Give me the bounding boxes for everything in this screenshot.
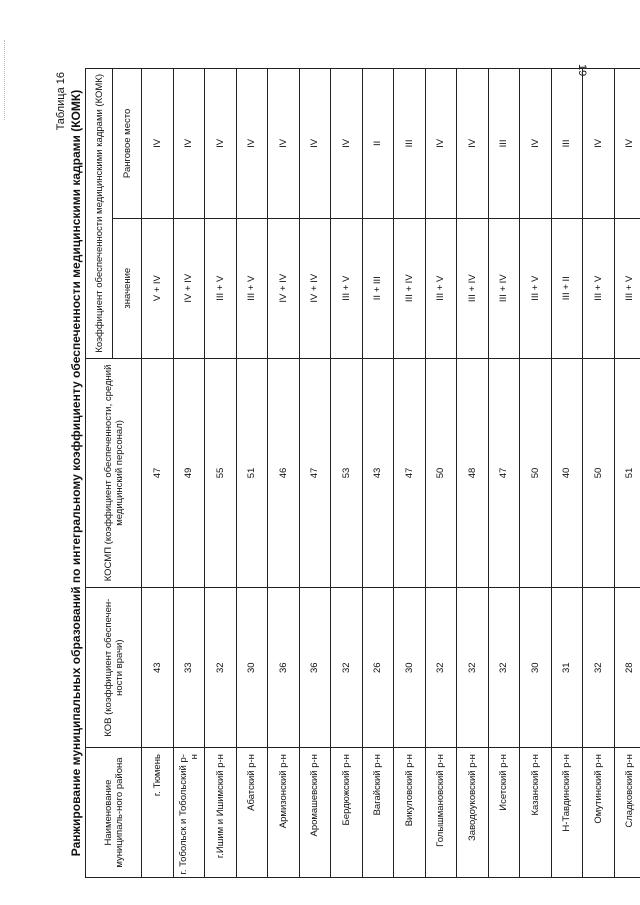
cell-name: Голышмановский р-н — [425, 748, 457, 878]
header-kov: КОВ (коэффициент обеспечен-ности врачи) — [86, 588, 142, 748]
header-rank: Ранговое место — [113, 69, 142, 219]
table-row — [614, 69, 640, 878]
cell-kov: 32 — [331, 588, 363, 748]
cell-name: Омутинский р-н — [583, 748, 615, 878]
cell-rank: IV — [236, 69, 268, 219]
cell-kov: 33 — [173, 588, 205, 748]
cell-rank: IV — [268, 69, 300, 219]
cell-kosmp: 55 — [205, 358, 237, 588]
cell-rank: IV — [142, 69, 174, 219]
cell-kosmp: 51 — [236, 358, 268, 588]
cell-kov: 30 — [236, 588, 268, 748]
cell-value: III + V — [425, 218, 457, 358]
cell-name: Сладковский р-н — [614, 748, 640, 878]
cell-rank: IV — [425, 69, 457, 219]
cell-kosmp: 47 — [142, 358, 174, 588]
cell-kov: 26 — [362, 588, 394, 748]
cell-value: III + IV — [457, 218, 489, 358]
cell-value: III + V — [331, 218, 363, 358]
cell-kosmp: 48 — [457, 358, 489, 588]
table-row — [142, 69, 174, 878]
cell-value: III + IV — [488, 218, 520, 358]
page-number: 19 — [576, 64, 588, 77]
cell-rank: IV — [331, 69, 363, 219]
cell-rank: IV — [205, 69, 237, 219]
cell-kosmp: 49 — [173, 358, 205, 588]
cell-kov: 28 — [614, 588, 640, 748]
cell-kov: 31 — [551, 588, 583, 748]
cell-kosmp: 50 — [425, 358, 457, 588]
cell-value: II + III — [362, 218, 394, 358]
cell-kosmp: 46 — [268, 358, 300, 588]
table-row — [205, 69, 237, 878]
table-row — [551, 69, 583, 878]
cell-kosmp: 53 — [331, 358, 363, 588]
cell-kov: 32 — [205, 588, 237, 748]
table-row — [362, 69, 394, 878]
cell-kosmp: 50 — [583, 358, 615, 588]
rotated-table-page — [55, 68, 636, 878]
cell-name: Бердюжский р-н — [331, 748, 363, 878]
table-row — [173, 69, 205, 878]
table-row — [268, 69, 300, 878]
scan-margin-marks — [4, 40, 7, 120]
cell-value: V + IV — [142, 218, 174, 358]
cell-kosmp: 43 — [362, 358, 394, 588]
cell-kov: 36 — [268, 588, 300, 748]
cell-name: Армизонский р-н — [268, 748, 300, 878]
table-row — [457, 69, 489, 878]
cell-value: III + V — [205, 218, 237, 358]
cell-kov: 32 — [583, 588, 615, 748]
cell-name: Казанский р-н — [520, 748, 552, 878]
cell-kov: 32 — [488, 588, 520, 748]
cell-kov: 43 — [142, 588, 174, 748]
table-row — [488, 69, 520, 878]
table-row — [583, 69, 615, 878]
cell-kosmp: 40 — [551, 358, 583, 588]
cell-value: III + V — [614, 218, 640, 358]
table-caption: Таблица 16 — [55, 72, 67, 131]
cell-rank: IV — [614, 69, 640, 219]
cell-value: IV + IV — [299, 218, 331, 358]
cell-kov: 30 — [394, 588, 426, 748]
table-title: Ранжирование муниципальных образований по интегральному коэффициенту обеспеченности медицинскими кадрами (КОМК) — [69, 89, 83, 857]
table-row — [331, 69, 363, 878]
cell-name: Вагайский р-н — [362, 748, 394, 878]
cell-kosmp: 47 — [394, 358, 426, 588]
cell-name: Викуловский р-н — [394, 748, 426, 878]
cell-kosmp: 47 — [299, 358, 331, 588]
cell-value: III + II — [551, 218, 583, 358]
cell-rank: II — [362, 69, 394, 219]
cell-rank: IV — [583, 69, 615, 219]
cell-kov: 36 — [299, 588, 331, 748]
cell-name: Абатский р-н — [236, 748, 268, 878]
cell-kosmp: 51 — [614, 358, 640, 588]
cell-rank: III — [488, 69, 520, 219]
cell-name: г.Ишим и Ишимский р-н — [205, 748, 237, 878]
cell-rank: III — [394, 69, 426, 219]
header-komk-group: Коэффициент обеспеченности медицинскими кадрами (КОМК) — [86, 69, 113, 359]
cell-value: III + IV — [394, 218, 426, 358]
cell-kov: 30 — [520, 588, 552, 748]
cell-name: Аромашевский р-н — [299, 748, 331, 878]
cell-kosmp: 47 — [488, 358, 520, 588]
cell-name: г. Тобольск и Тобольский р-н — [173, 748, 205, 878]
cell-rank: IV — [173, 69, 205, 219]
table-row — [425, 69, 457, 878]
cell-rank: IV — [457, 69, 489, 219]
cell-rank: IV — [520, 69, 552, 219]
cell-name: г. Тюмень — [142, 748, 174, 878]
cell-rank: IV — [299, 69, 331, 219]
cell-rank: III — [551, 69, 583, 219]
cell-value: III + V — [520, 218, 552, 358]
header-value: значение — [113, 218, 142, 358]
cell-kov: 32 — [457, 588, 489, 748]
table-row — [520, 69, 552, 878]
cell-kov: 32 — [425, 588, 457, 748]
cell-value: III + V — [583, 218, 615, 358]
cell-name: Исетский р-н — [488, 748, 520, 878]
table-row — [299, 69, 331, 878]
header-kosmp: КОСМП (коэффициент обеспеченности, средний медицинский персонал) — [86, 358, 142, 588]
table-row — [236, 69, 268, 878]
cell-name: Заводоуковский р-н — [457, 748, 489, 878]
header-name: Наименование муниципаль-ного района — [86, 748, 142, 878]
ranking-table — [85, 68, 640, 878]
table-row — [394, 69, 426, 878]
cell-value: III + V — [236, 218, 268, 358]
cell-kosmp: 50 — [520, 358, 552, 588]
cell-value: IV + IV — [268, 218, 300, 358]
cell-name: Н-Тавдинский р-н — [551, 748, 583, 878]
cell-value: IV + IV — [173, 218, 205, 358]
